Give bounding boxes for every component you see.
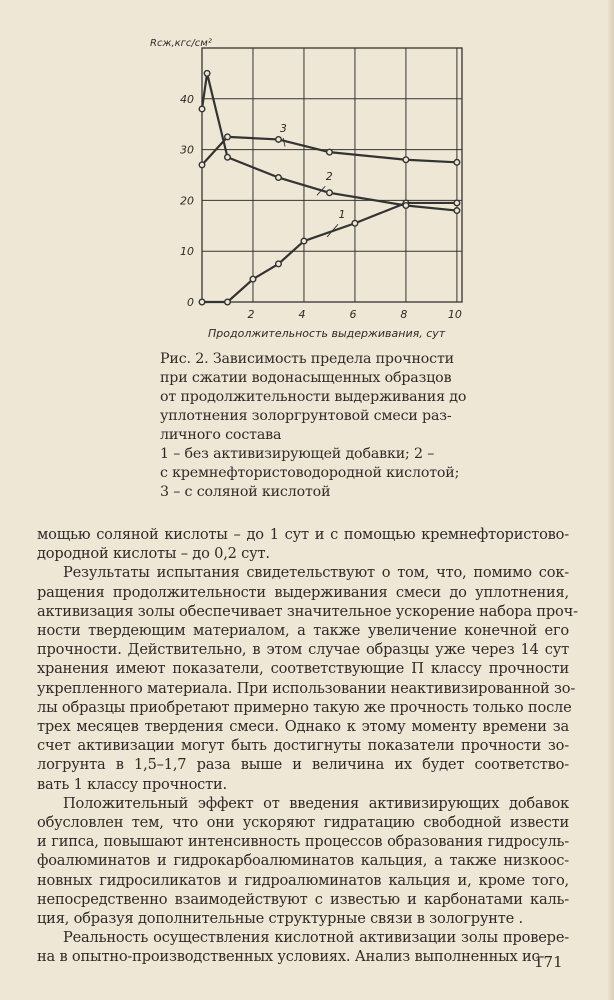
caption-legend-line: 1 – без активизирующей добавки; 2 – xyxy=(160,446,435,462)
page-number: 171 xyxy=(534,953,563,971)
data-point xyxy=(276,137,282,143)
paragraph xyxy=(37,794,569,928)
text-line: обусловлен тем, что они ускоряют гидратацию свободной извести xyxy=(37,814,569,832)
x-tick-label: 6 xyxy=(349,308,357,321)
paragraph xyxy=(37,525,569,563)
y-tick-label: 30 xyxy=(180,143,194,157)
curve-label: 1 xyxy=(338,208,346,222)
text-line: ращения продолжительности выдерживания смеси до уплотнения, xyxy=(37,583,569,601)
text-line: хранения имеют показатели, соответствующие П классу прочности xyxy=(37,660,569,678)
data-point xyxy=(199,299,205,305)
caption-title-line: личного состава xyxy=(160,427,282,443)
series-line xyxy=(202,203,457,302)
x-tick-label: 10 xyxy=(447,308,462,321)
text-line: трех месяцев твердения смеси. Однако к этому моменту времени за xyxy=(37,718,569,736)
caption-title-line: уплотнения золоргрунтовой смеси раз- xyxy=(160,408,452,424)
data-point xyxy=(225,154,231,160)
text-line: мощью соляной кислоты – до 1 сут и с помощью кремнефтористово- xyxy=(37,526,569,543)
data-point xyxy=(454,160,460,166)
caption-legend-line: с кремнефтористоводородной кислотой; xyxy=(160,465,460,481)
y-axis-label: Rсж,кгс/см² xyxy=(150,38,212,49)
y-tick-label: 0 xyxy=(187,296,194,309)
text-line: ция, образуя дополнительные структурные связи в зологрунте . xyxy=(37,910,523,928)
x-tick-label: 8 xyxy=(400,308,408,321)
text-line: Реальность осуществления кислотной активизации золы провере- xyxy=(63,929,569,947)
caption-title xyxy=(160,350,480,445)
data-point xyxy=(454,200,460,206)
text-line: укрепленного материала. При использовании неактивизированной зо- xyxy=(37,679,576,697)
y-tick-label: 40 xyxy=(180,92,194,106)
paragraph xyxy=(37,563,578,793)
data-point xyxy=(454,208,460,214)
strength-chart xyxy=(140,28,480,348)
text-line: прочности. Действительно, в этом случае образцы уже через 14 сут xyxy=(37,641,569,659)
body-text xyxy=(37,525,578,967)
paragraph xyxy=(37,928,569,966)
x-axis-label: Продолжительность выдерживания, сут xyxy=(208,327,446,340)
data-point xyxy=(276,175,282,181)
data-point xyxy=(199,106,205,112)
caption-legend xyxy=(160,445,480,502)
page-edge xyxy=(608,0,614,1000)
caption-legend-line: 3 – с соляной кислотой xyxy=(160,484,331,500)
text-line: непосредственно взаимодействуют с известью и карбонатами каль- xyxy=(37,890,569,908)
text-line: активизация золы обеспечивает значительное ускорение набора проч- xyxy=(37,602,578,620)
caption-title-line: от продолжительности выдерживания до xyxy=(160,389,467,405)
curve-label-leader xyxy=(283,138,285,147)
data-point xyxy=(403,203,409,209)
caption-title-line: Рис. 2. Зависимость предела прочности xyxy=(160,351,454,367)
text-line: Положительный эффект от введения активизирующих добавок xyxy=(63,794,569,812)
text-line: на в опытно-производственных условиях. Анализ выполненных ис- xyxy=(37,948,545,966)
text-line: вать 1 классу прочности. xyxy=(37,775,227,793)
text-line: и гипса, повышают интенсивность процессов образования гидросуль- xyxy=(37,833,569,851)
data-point xyxy=(403,157,409,163)
caption-title-line: при сжатии водонасыщенных образцов xyxy=(160,370,452,386)
x-tick-label: 4 xyxy=(298,308,306,321)
series-2 xyxy=(199,71,460,214)
data-point xyxy=(225,299,231,305)
text-line: логрунта в 1,5–1,7 раза выше и величина их будет соответство- xyxy=(37,756,569,774)
data-point xyxy=(199,162,205,168)
text-line: ности твердеющим материалом, а также увеличение конечной его xyxy=(37,622,569,640)
data-point xyxy=(225,134,231,140)
figure-caption xyxy=(160,350,480,502)
x-tick-label: 2 xyxy=(247,308,255,321)
text-line: лы образцы приобретают примерно такую же прочность только после xyxy=(37,698,572,716)
series-1 xyxy=(199,200,460,305)
y-tick-label: 20 xyxy=(180,194,194,208)
data-point xyxy=(301,238,307,244)
text-line: Результаты испытания свидетельствуют о том, что, помимо сок- xyxy=(63,564,569,582)
data-point xyxy=(352,220,358,226)
data-point xyxy=(204,71,210,77)
data-point xyxy=(250,276,256,282)
curve-label: 3 xyxy=(279,121,287,135)
curve-label: 2 xyxy=(325,170,333,184)
text-line: счет активизации могут быть достигнуты показатели прочности зо- xyxy=(37,737,569,755)
text-line: фоалюминатов и гидрокарбоалюминатов кальция, а также низкоос- xyxy=(37,852,569,870)
data-point xyxy=(327,149,333,155)
text-line: дородной кислоты – до 0,2 сут. xyxy=(37,545,270,563)
text-line: новных гидросиликатов и гидроалюминатов кальция и, кроме того, xyxy=(37,871,569,889)
data-point xyxy=(327,190,333,196)
y-tick-label: 10 xyxy=(180,245,194,259)
data-point xyxy=(276,261,282,267)
